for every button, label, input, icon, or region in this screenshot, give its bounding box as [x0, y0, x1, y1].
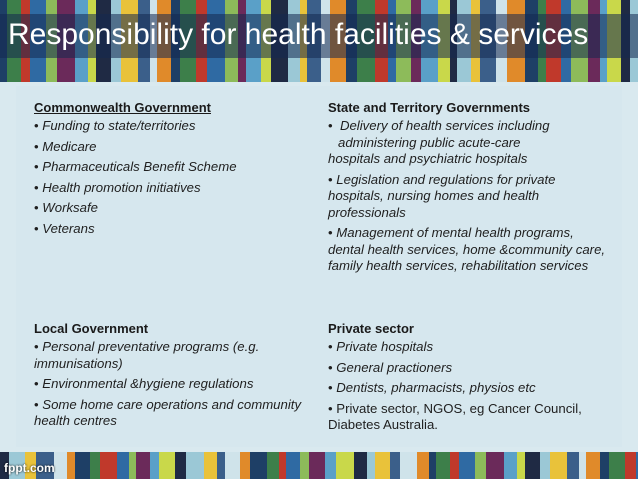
state-heading: State and Territory Governments — [328, 100, 531, 115]
footer-logo: fppt.com — [4, 461, 55, 475]
stripe-segment — [75, 452, 90, 479]
private-heading: Private sector — [328, 321, 414, 336]
stripe-segment — [286, 452, 300, 479]
stripe-segment — [486, 452, 504, 479]
stripe-segment — [250, 452, 267, 479]
stripe-segment — [525, 452, 540, 479]
stripe-segment — [567, 452, 579, 479]
stripe-segment — [54, 452, 67, 479]
list-item: • Some home care operations and community health centres — [34, 397, 314, 430]
stripe-segment — [429, 452, 436, 479]
list-item: • Medicare — [34, 139, 314, 156]
stripe-segment — [136, 452, 150, 479]
list-item: • Private hospitals — [328, 339, 610, 356]
commonwealth-list — [34, 118, 314, 237]
list-item: • Funding to state/territories — [34, 118, 314, 135]
private-list — [328, 339, 610, 434]
stripe-segment — [225, 452, 240, 479]
stripe-segment — [336, 452, 354, 479]
stripe-segment — [279, 452, 286, 479]
list-item: • Management of mental health programs, dental health services, home &community care, family health services, rehabilitation services — [328, 225, 610, 275]
stripe-segment — [100, 452, 117, 479]
stripe-segment — [150, 452, 159, 479]
stripe-segment — [159, 452, 175, 479]
page-title: Responsibility for health facilities & services — [8, 18, 589, 51]
stripe-segment — [450, 452, 459, 479]
list-item: • Worksafe — [34, 200, 314, 217]
local-list — [34, 339, 314, 430]
list-item: • Veterans — [34, 221, 314, 238]
commonwealth-heading: Commonwealth Government — [34, 100, 211, 115]
list-item: • Legislation and regulations for private hospitals, nursing homes and health professionals — [328, 172, 610, 222]
state-item1-line1: Delivery of health services including — [339, 118, 550, 133]
stripe-segment — [475, 452, 486, 479]
state-section — [328, 100, 610, 279]
stripe-segment — [267, 452, 279, 479]
local-heading: Local Government — [34, 321, 149, 336]
stripe-segment — [309, 452, 325, 479]
local-section — [34, 321, 314, 434]
private-section — [328, 321, 610, 438]
commonwealth-section — [34, 100, 314, 241]
state-list — [328, 118, 610, 275]
stripe-segment — [504, 452, 517, 479]
stripe-segment — [459, 452, 475, 479]
stripe-segment — [579, 452, 586, 479]
state-item1-line3: hospitals and psychiatric hospitals — [328, 151, 528, 166]
stripe-segment — [175, 452, 186, 479]
stripe-segment — [390, 452, 400, 479]
stripe-segment — [436, 452, 450, 479]
stripe-segment — [186, 452, 204, 479]
stripe-segment — [117, 452, 129, 479]
content-panel — [16, 86, 622, 447]
bottom-stripe-banner — [0, 452, 638, 479]
stripe-segment — [204, 452, 217, 479]
stripe-segment — [67, 452, 75, 479]
stripe-segment — [325, 452, 336, 479]
stripe-segment — [375, 452, 390, 479]
stripe-segment — [300, 452, 309, 479]
stripe-segment — [354, 452, 367, 479]
stripe-segment — [240, 452, 250, 479]
stripe-segment — [600, 452, 609, 479]
list-item: • Pharmaceuticals Benefit Scheme — [34, 159, 314, 176]
stripe-segment — [517, 452, 525, 479]
stripe-segment — [367, 452, 375, 479]
state-item1-line2: administering public acute-care — [338, 134, 521, 150]
stripe-segment — [550, 452, 567, 479]
stripe-segment — [540, 452, 550, 479]
list-item: • General practioners — [328, 360, 610, 377]
list-item: • Health promotion initiatives — [34, 180, 314, 197]
stripe-segment — [609, 452, 625, 479]
stripe-segment — [217, 452, 225, 479]
stripe-segment — [625, 452, 636, 479]
list-item — [328, 118, 610, 168]
stripe-segment — [417, 452, 429, 479]
list-item: • Dentists, pharmacists, physios etc — [328, 380, 610, 397]
stripe-segment — [90, 452, 100, 479]
stripe-segment — [400, 452, 417, 479]
list-item: • Personal preventative programs (e.g. immunisations) — [34, 339, 314, 372]
list-item: • Private sector, NGOS, eg Cancer Council, Diabetes Australia. — [328, 401, 610, 434]
list-item: • Environmental &hygiene regulations — [34, 376, 314, 393]
stripe-segment — [129, 452, 136, 479]
stripe-segment — [586, 452, 600, 479]
